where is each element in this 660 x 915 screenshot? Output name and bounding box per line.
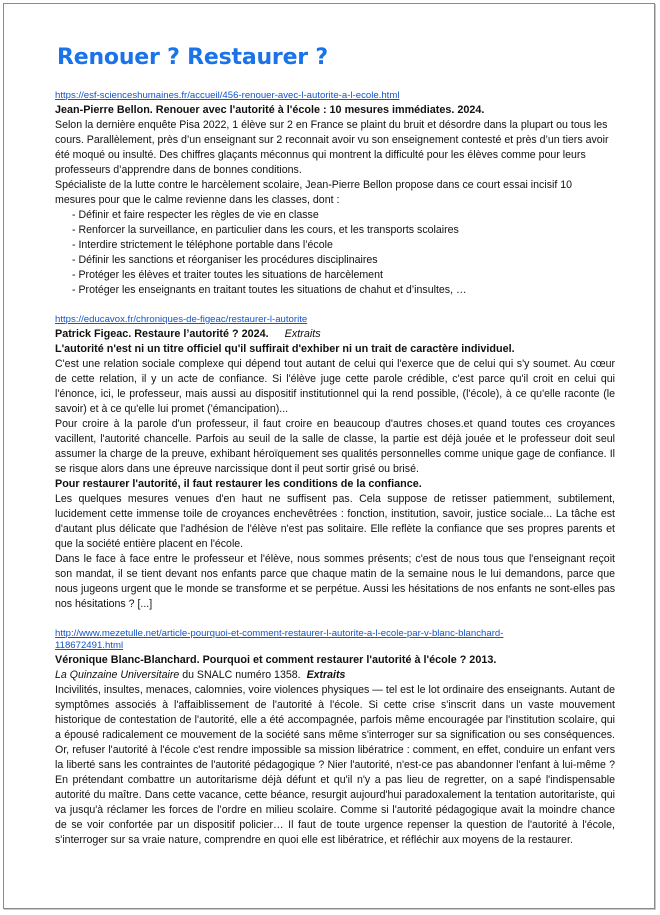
section-heading-bellon: Jean-Pierre Bellon. Renouer avec l'autorité à l'école : 10 mesures immédiates. 2024. — [55, 104, 485, 116]
section-bellon — [55, 90, 615, 298]
extraits-label: Extraits — [284, 328, 321, 340]
section-figeac — [55, 314, 615, 612]
paragraph: C'est une relation sociale complexe qui dépend tout autant de celui qui l'exerce que de celui qui s'y soumet. Au cœur de cette relation, il y un acte de confiance. Si l'élève juge cette parole crédible, c'est parce qu'il croit en celui qui l'énonce, ici, le professeur, mais aussi au dispositif institutionnel qui la rend possible, (l'école), à ce qu'elle raconte (le savoir) et à ce qu'elle lui promet ('émancipation)... — [55, 358, 615, 415]
list-item: - Définir et faire respecter les règles de vie en classe — [72, 209, 319, 221]
spacer — [55, 612, 615, 628]
journal-name: La Quinzaine Universitaire — [55, 669, 180, 681]
page-title: Renouer ? Restaurer ? — [57, 45, 328, 70]
paragraph: Incivilités, insultes, menaces, calomnies, voire violences physiques — tel est le lot ordinaire des enseignants. Autant de symptômes associés à l'affaiblissement de l'autorité à l'école. Si cette crise s'inscrit dans un vaste mouvement historique de contestation de l'autorité, elle a été accompagnée, parfois même encouragée par l'institution scolaire, qui a épousé radicalement ce mouvement de la société sans même s'interroger sur sa signification ou ses conséquences. Or, refuser l'autorité à l'école c'est rendre impossible sa mission libératrice : comment, en effet, conduire un enfant vers la liberté sans les contraintes de l'autorité pédagogique ? Nier l'autorité, n'est-ce pas abandonner l'enfant à lui-même ? En prétendant combattre un autoritarisme déjà défunt et qu'il n'y a pas lieu de regretter, on a sapé l'indispensable autorité du maître. Dans cette vacance, cette béance, resurgit aujourd'hui paradoxalement la tentation autoritariste, qui va jusqu'à réclamer les forces de l’ordre en milieu scolaire. Comme si l'autorité pédagogique avait la moindre chance de se voir confortée par un dispositif policier… Il faut de toute urgence repenser la question de l'autorité à l'école, s'interroger sur sa vraie nature, comprendre en quoi elle est libératrice, et réfléchir aux moyens de la restaurer. — [55, 684, 615, 846]
subheading: Pour restaurer l'autorité, il faut restaurer les conditions de la confiance. — [55, 478, 422, 490]
section-blanc-blanchard — [55, 628, 615, 848]
paragraph: Spécialiste de la lutte contre le harcèlement scolaire, Jean-Pierre Bellon propose dans ce court essai incisif 10 mesures pour que le calme revienne dans les classes, dont : — [55, 179, 573, 206]
paragraph: Les quelques mesures venues d'en haut ne suffisent pas. Cela suppose de retisser patiemment, subtilement, lucidement cette immense toile de croyances enchevêtrées : fonction, institution, savoir, justice sociale... La tâche est d'autant plus délicate que l'adhésion de l'élève n'est pas solitaire. Elle reflète la confiance que ses propres parents et que la société entière placent en l'école. — [55, 493, 615, 550]
link-line: 118672491.html — [55, 640, 124, 651]
list-item: - Définir les sanctions et réorganiser les procédures disciplinaires — [72, 254, 378, 266]
publication-details: du SNALC numéro 1358. — [179, 669, 301, 681]
measures-list — [55, 208, 615, 298]
list-item: - Protéger les enseignants en traitant toutes les situations de chahut et d’insultes, … — [72, 284, 467, 296]
publication-line — [55, 668, 615, 683]
list-item: - Renforcer la surveillance, en particulier dans les cours, et les transports scolaires — [72, 224, 459, 236]
extraits-label: Extraits — [306, 669, 346, 681]
paragraph: Pour croire à la parole d'un professeur, il faut croire en beaucoup d'autres choses.et quand toutes ces croyances vacillent, l'autorité chancelle. Parfois au seuil de la salle de classe, la partie est déjà jouée et le professeur doit seul assumer la charge de la preuve, exhibant héroïquement ses qualités personnelles comme unique gage de confiance. Il se risque alors dans une épreuve narcissique dont il peut sortir grisé ou brisé. — [55, 418, 615, 475]
section-heading-figeac — [55, 327, 615, 342]
spacer — [55, 298, 615, 314]
paragraph: Selon la dernière enquête Pisa 2022, 1 élève sur 2 en France se plaint du bruit et désordre dans la plupart ou tous les cours. Parallèlement, près d’un enseignant sur 2 reconnait avoir vu son enseignement contesté et près d’un tiers avoir été moqué ou insulté. Des chiffres glaçants méconnus qui montrent la difficulté pour les élèves comme pour leurs professeurs d’apprendre dans de bonnes conditions. — [55, 119, 609, 176]
document-content — [55, 44, 615, 848]
link-line: http://www.mezetulle.net/article-pourquoi-et-comment-restaurer-l-autorite-a-l-ecole-par-v-blanc-blanchard- — [55, 628, 504, 639]
source-link-mezetulle[interactable] — [55, 628, 615, 652]
document-page — [3, 3, 655, 909]
heading-text: Patrick Figeac. Restaure l’autorité ? 2024. — [55, 328, 269, 340]
list-item: - Protéger les élèves et traiter toutes les situations de harcèlement — [72, 269, 383, 281]
section-heading-blanc-blanchard: Véronique Blanc-Blanchard. Pourquoi et comment restaurer l'autorité à l'école ? 2013. — [55, 654, 497, 666]
source-link-educavox[interactable]: https://educavox.fr/chroniques-de-figeac/restaurer-l-autorite — [55, 314, 308, 325]
paragraph: Dans le face à face entre le professeur et l'élève, nous sommes présents; c'est de nous tous que l'enseignant reçoit son mandat, il se tient devant nos enfants parce que chaque matin de la semaine nous le lui demandons, parce que nous jugeons urgent que le monde se transforme et se perpétue. Aussi les hésitations de nos enfants ne sont-elles pas nos hésitations ? [...] — [55, 553, 615, 610]
source-link-esf[interactable]: https://esf-scienceshumaines.fr/accueil/456-renouer-avec-l-autorite-a-l-ecole.html — [55, 90, 400, 101]
list-item: - Interdire strictement le téléphone portable dans l’école — [72, 239, 333, 251]
subheading: L'autorité n'est ni un titre officiel qu'il suffirait d'exhiber ni un trait de caractère individuel. — [55, 343, 515, 355]
